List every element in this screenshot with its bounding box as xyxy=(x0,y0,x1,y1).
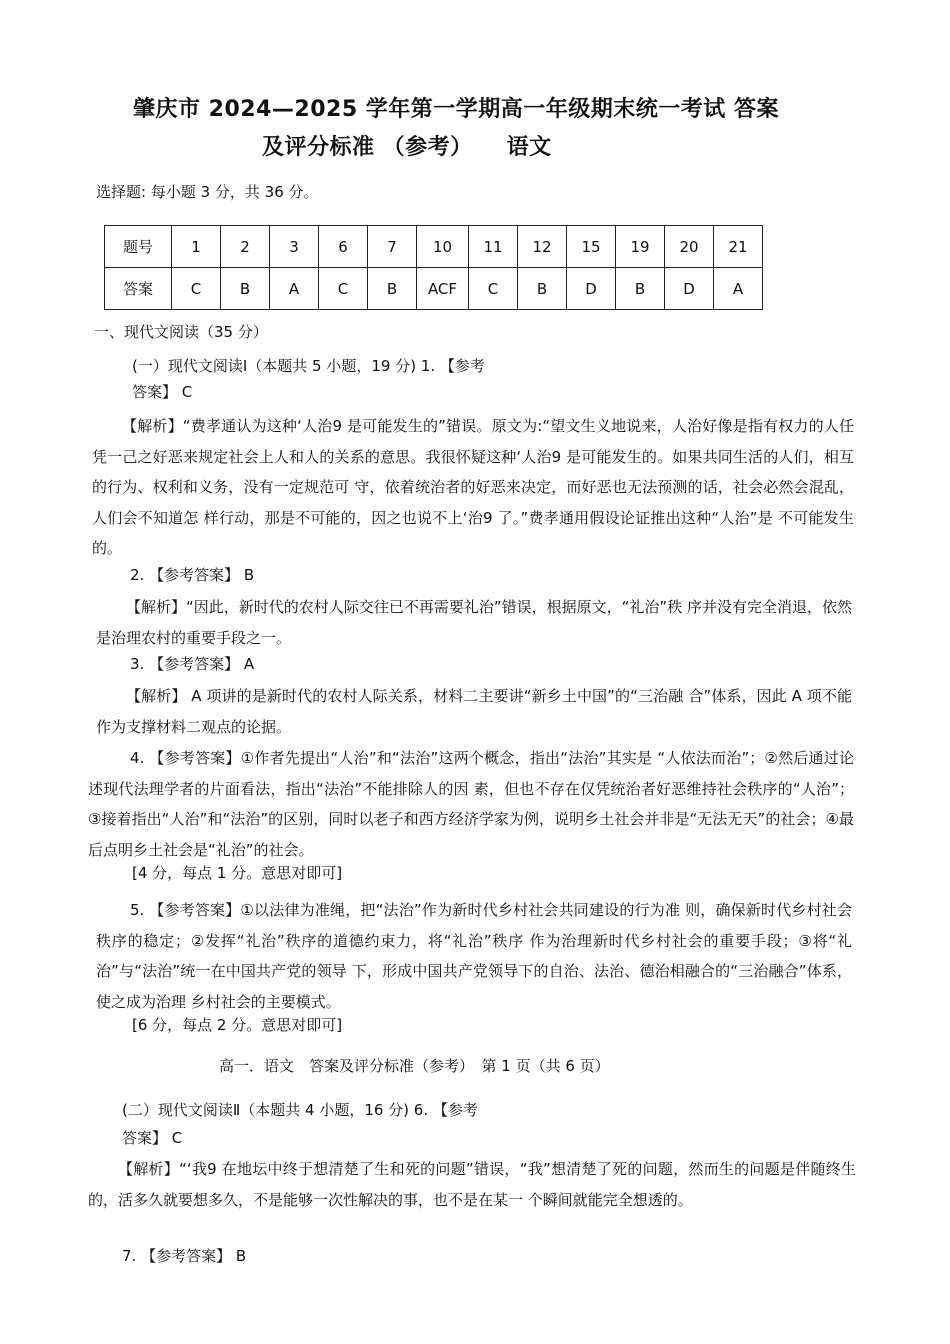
title-line-1: 肇庆市 2024—2025 学年第一学期高一年级期末统一考试 答案 xyxy=(133,97,779,122)
answer-cell: B xyxy=(616,268,665,310)
question-number: 1 xyxy=(172,226,221,268)
answer-cell: C xyxy=(469,268,518,310)
question-number: 3 xyxy=(270,226,319,268)
answer-cell: C xyxy=(172,268,221,310)
question-number: 2 xyxy=(221,226,270,268)
q5-answer: 5. 【参考答案】①以法律为准绳，把“法治”作为新时代乡村社会共同建设的行为准 则，确保新时代乡村社会秩序的稳定；②发挥“礼治”秩序的道德约束力，将“礼治”秩序 作为治理新时代乡村社会的重要手段；③将“礼治”与“法治”统一在中国共产党的领导 下，形成中国共产党领导下的自治、法治、德治相融合的“三治融合”体系，使之成为治理 乡村社会的主要模式。 xyxy=(96,901,852,1011)
q1-analysis: 【解析】“费孝通认为这种‘人治9 是可能发生的”错误。原文为:“望文生义地说来，人治好像是指有权力的人任凭一己之好恶来规定社会上人和人的关系的意思。我很怀疑这种‘人治9 是可能发生的。如果共同生活的人们，相互的行为、权利和义务，没有一定规范可 守，依着统治者的好恶来决定，而好恶也无法预测的话，社会必然会混乱，人们会不知道怎 样行动，那是不可能的，因之也说不上‘治9 了。”费孝通用假设论证推出这种“人治”是 不可能发生的。 xyxy=(92,417,854,557)
question-number: 10 xyxy=(417,226,469,268)
sub1-line-2: 答案】 C xyxy=(132,383,193,401)
q3-analysis: 【解析】 A 项讲的是新时代的农村人际关系，材料二主要讲“新乡土中国”的“三治融 合”体系，因此 A 项不能作为支撑材料二观点的论据。 xyxy=(96,687,852,736)
sub2-line-1: (二）现代文阅读Ⅱ（本题共 4 小题，16 分) 6. 【参考 xyxy=(122,1101,478,1119)
q6-analysis: 【解析】“‘我9 在地坛中终于想清楚了生和死的问题”错误，“我”想清楚了死的问题，然而生的问题是伴随终生的，活多久就要想多久，不是能够一次性解决的事，也不是在某一 个瞬间就能完全想透的。 xyxy=(88,1160,856,1209)
title-line-2: 及评分标准 （参考） 语文 xyxy=(262,135,552,160)
q4-score: [4 分，每点 1 分。意思对即可] xyxy=(132,864,343,882)
sub2-line-2: 答案】 C xyxy=(122,1129,183,1147)
question-number: 7 xyxy=(368,226,417,268)
q2-analysis: 【解析】“因此，新时代的农村人际交往已不再需要礼治”错误，根据原文，“礼治”秩 序并没有完全消退，依然是治理农村的重要手段之一。 xyxy=(96,598,852,647)
choice-intro: 选择题: 每小题 3 分，共 36 分。 xyxy=(96,183,319,201)
question-number: 12 xyxy=(518,226,567,268)
q3-answer: 3. 【参考答案】 A xyxy=(130,655,255,673)
answer-cell: A xyxy=(270,268,319,310)
question-number: 15 xyxy=(567,226,616,268)
question-number: 20 xyxy=(665,226,714,268)
question-number: 11 xyxy=(469,226,518,268)
answer-row xyxy=(105,268,763,310)
q7-answer: 7. 【参考答案】 B xyxy=(122,1247,247,1265)
section1-heading: 一、现代文阅读（35 分） xyxy=(94,323,268,341)
page-footer: 高一．语文 答案及评分标准（参考） 第 1 页（共 6 页） xyxy=(219,1057,610,1075)
answer-cell: A xyxy=(714,268,763,310)
question-number: 19 xyxy=(616,226,665,268)
question-row xyxy=(105,226,763,268)
answer-cell: C xyxy=(319,268,368,310)
q4-answer: 4. 【参考答案】①作者先提出“人治”和“法治”这两个概念，指出“法治”其实是 “人依法而治”；②然后通过论述现代法理学者的片面看法，指出“法治”不能排除人的因 素，但也不存在仅凭统治者好恶维持社会秩序的“人治”；③接着指出“人治”和“法治”的区别，同时以老子和西方经济学家为例，说明乡土社会并非是“无法无天”的社会；④最 后点明乡土社会是“礼治”的社会。 xyxy=(88,749,854,859)
answer-cell: B xyxy=(518,268,567,310)
row-label-answer: 答案 xyxy=(105,268,172,310)
answer-cell: D xyxy=(665,268,714,310)
question-number: 6 xyxy=(319,226,368,268)
sub1-line-1: (一）现代文阅读Ⅰ（本题共 5 小题，19 分) 1. 【参考 xyxy=(132,357,485,375)
question-number: 21 xyxy=(714,226,763,268)
answer-cell: B xyxy=(221,268,270,310)
q2-answer: 2. 【参考答案】 B xyxy=(130,566,255,584)
q5-score: [6 分，每点 2 分。意思对即可] xyxy=(132,1016,343,1034)
answer-cell: ACF xyxy=(417,268,469,310)
answer-cell: B xyxy=(368,268,417,310)
answer-table xyxy=(104,225,763,310)
row-label-question: 题号 xyxy=(105,226,172,268)
answer-cell: D xyxy=(567,268,616,310)
